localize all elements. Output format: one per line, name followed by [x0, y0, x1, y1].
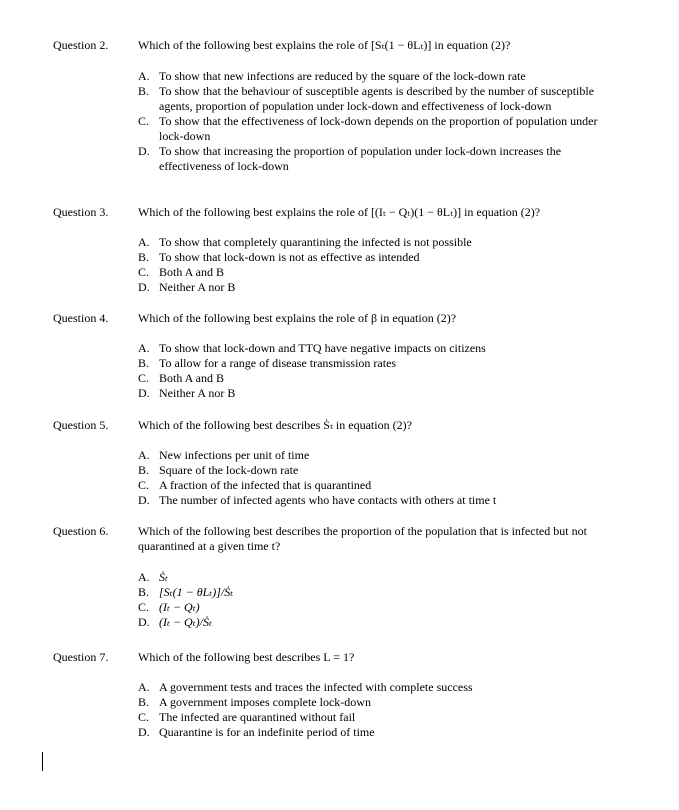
option-text: The infected are quarantined without fail	[159, 710, 356, 724]
option-text: To show that the effectiveness of lock-down depends on the proportion of population under lock-down	[159, 114, 598, 143]
option-a	[138, 570, 620, 585]
option-letter: A.	[138, 680, 150, 694]
option-text: The number of infected agents who have contacts with others at time t	[159, 493, 497, 507]
option-letter: D.	[138, 493, 150, 507]
question-text: Which of the following best explains the role of [Sₜ(1 − θLₜ)] in equation (2)?	[138, 38, 511, 52]
option-letter: D.	[138, 615, 150, 629]
option-letter: A.	[138, 69, 150, 83]
option-text: A government tests and traces the infected with complete success	[159, 680, 473, 694]
question-label: Question 5.	[53, 418, 109, 432]
option-text: To allow for a range of disease transmission rates	[159, 356, 397, 370]
option-c	[138, 478, 620, 493]
question-text: Which of the following best explains the role of β in equation (2)?	[138, 311, 457, 325]
option-c	[138, 600, 620, 615]
option-letter: A.	[138, 448, 150, 462]
option-text: To show that new infections are reduced by the square of the lock-down rate	[159, 69, 526, 83]
option-a	[138, 69, 620, 84]
answer-options	[138, 448, 620, 508]
option-letter: B.	[138, 84, 150, 98]
option-letter: C.	[138, 114, 150, 128]
option-letter: B.	[138, 356, 150, 370]
option-b	[138, 695, 620, 710]
option-b	[138, 585, 620, 600]
option-letter: D.	[138, 280, 150, 294]
option-text: To show that completely quarantining the infected is not possible	[159, 235, 472, 249]
option-c	[138, 114, 620, 144]
option-letter: C.	[138, 478, 150, 492]
option-text: To show that increasing the proportion of population under lock-down increases the effectiveness of lock-down	[159, 144, 562, 173]
option-letter: A.	[138, 570, 150, 584]
option-c	[138, 710, 620, 725]
option-text: Ṡₜ	[159, 570, 168, 584]
option-d	[138, 725, 620, 740]
option-text: To show that lock-down is not as effective as intended	[159, 250, 420, 264]
option-b	[138, 250, 620, 265]
option-d	[138, 144, 620, 174]
question-text: Which of the following best describes the proportion of the population that is infected but not quarantined at a given time t?	[138, 524, 587, 553]
question-text: Which of the following best describes Ṡₜ in equation (2)?	[138, 418, 412, 432]
option-b	[138, 356, 620, 371]
option-c	[138, 265, 620, 280]
option-letter: D.	[138, 725, 150, 739]
option-text: Both A and B	[159, 371, 225, 385]
question-text: Which of the following best describes L = 1?	[138, 650, 355, 664]
option-letter: C.	[138, 371, 150, 385]
option-letter: D.	[138, 386, 150, 400]
option-d	[138, 615, 620, 630]
option-letter: D.	[138, 144, 150, 158]
option-letter: A.	[138, 235, 150, 249]
option-a	[138, 235, 620, 250]
question-label: Question 6.	[53, 524, 109, 538]
option-letter: B.	[138, 585, 150, 599]
option-text: New infections per unit of time	[159, 448, 310, 462]
option-c	[138, 371, 620, 386]
option-a	[138, 341, 620, 356]
option-text: (Iₜ − Qₜ)	[159, 600, 200, 614]
question-label: Question 7.	[53, 650, 109, 664]
option-text: (Iₜ − Qₜ)/Ṡₜ	[159, 615, 212, 629]
answer-options	[138, 341, 620, 401]
option-b	[138, 463, 620, 478]
option-letter: C.	[138, 600, 150, 614]
answer-options	[138, 570, 620, 630]
option-text: Both A and B	[159, 265, 225, 279]
answer-options	[138, 69, 620, 174]
option-a	[138, 448, 620, 463]
answer-options	[138, 235, 620, 295]
question-label: Question 3.	[53, 205, 109, 219]
option-text: A fraction of the infected that is quarantined	[159, 478, 372, 492]
option-b	[138, 84, 620, 114]
option-text: To show that the behaviour of susceptible agents is described by the number of susceptible agents, proportion of population under lock-down and effectiveness of lock-down	[159, 84, 595, 113]
option-letter: B.	[138, 463, 150, 477]
option-d	[138, 386, 620, 401]
option-d	[138, 493, 620, 508]
option-text: Neither A nor B	[159, 386, 236, 400]
text-cursor[interactable]	[42, 752, 43, 771]
question-label: Question 2.	[53, 38, 109, 52]
option-letter: B.	[138, 250, 150, 264]
option-letter: C.	[138, 265, 150, 279]
option-text: [Sₜ(1 − θLₜ)]/Ṡₜ	[159, 585, 234, 599]
option-text: Square of the lock-down rate	[159, 463, 299, 477]
option-letter: A.	[138, 341, 150, 355]
option-text: Neither A nor B	[159, 280, 236, 294]
option-text: To show that lock-down and TTQ have negative impacts on citizens	[159, 341, 486, 355]
option-letter: B.	[138, 695, 150, 709]
option-letter: C.	[138, 710, 150, 724]
option-a	[138, 680, 620, 695]
option-d	[138, 280, 620, 295]
answer-options	[138, 680, 620, 740]
option-text: A government imposes complete lock-down	[159, 695, 371, 709]
question-label: Question 4.	[53, 311, 109, 325]
question-text: Which of the following best explains the role of [(Iₜ − Qₜ)(1 − θLₜ)] in equation (2)?	[138, 205, 541, 219]
option-text: Quarantine is for an indefinite period of time	[159, 725, 375, 739]
